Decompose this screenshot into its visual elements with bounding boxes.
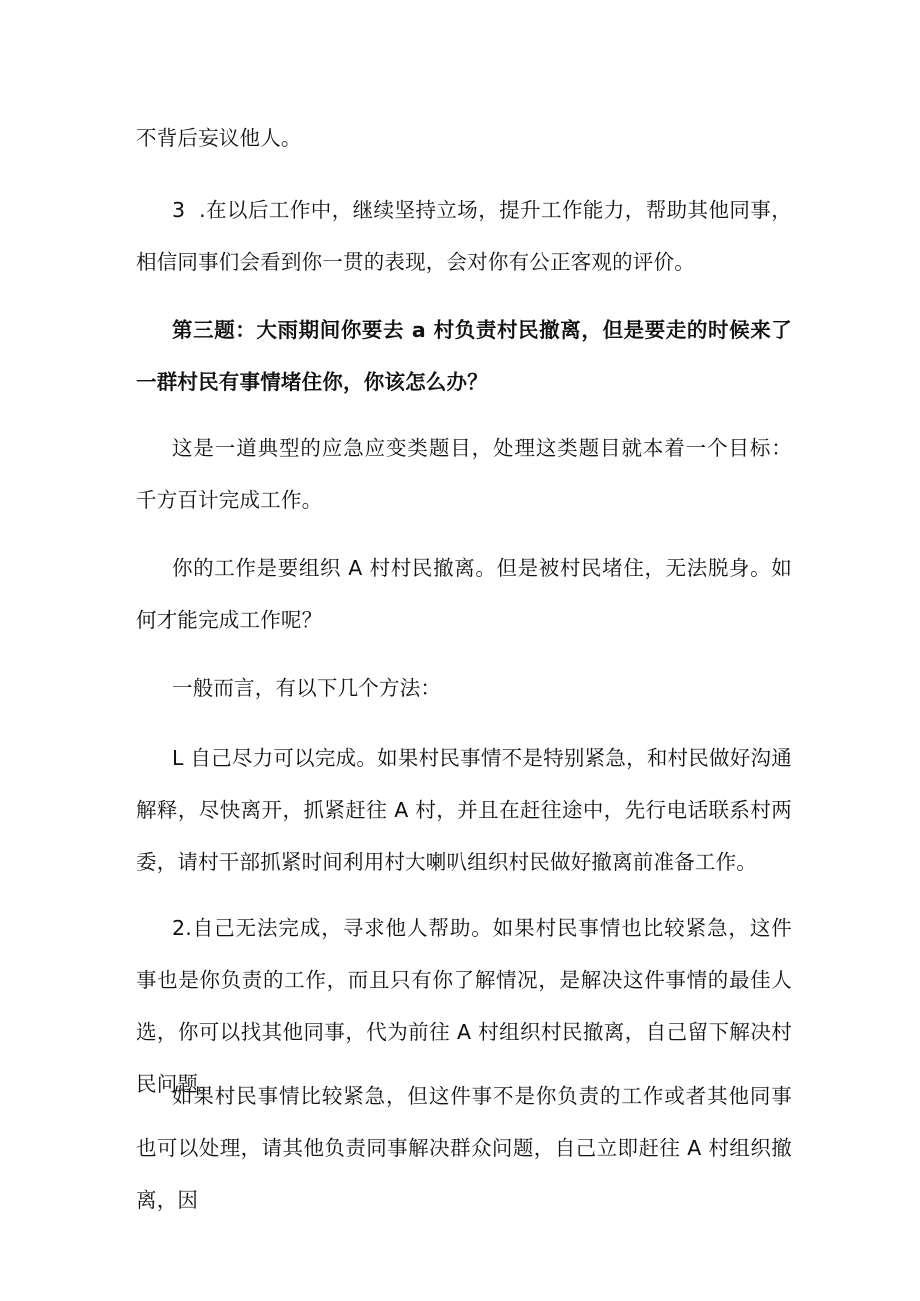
paragraph-method-2-alt: 如果村民事情比较紧急，但这件事不是你负责的工作或者其他同事也可以处理，请其他负责同事解决群众问题，自己立即赶往 A 村组织撤离，因 <box>136 1084 792 1212</box>
paragraph-continuation: 不背后妄议他人。 <box>136 126 302 150</box>
paragraph-method-1: L 自己尽力可以完成。如果村民事情不是特别紧急，和村民做好沟通解释，尽快离开，抓紧赶往 A 村，并且在赶往途中，先行电话联系村两委，请村干部抓紧时间利用村大喇叭组织村民做好撤离前准备工作。 <box>136 746 792 874</box>
paragraph-task-description: 你的工作是要组织 A 村村民撤离。但是被村民堵住，无法脱身。如何才能完成工作呢？ <box>136 556 792 632</box>
paragraph-question-type: 这是一道典型的应急应变类题目，处理这类题目就本着一个目标：千方百计完成工作。 <box>136 436 792 512</box>
paragraph-methods-intro: 一般而言，有以下几个方法： <box>172 676 442 700</box>
paragraph-method-2: 2.自己无法完成，寻求他人帮助。如果村民事情也比较紧急，这件事也是你负责的工作，而且只有你了解情况，是解决这件事情的最佳人选，你可以找其他同事，代为前往 A 村组织村民撤离，自己留下解决村民问题。 <box>136 916 792 1096</box>
question-3-heading: 第三题：大雨期间你要去 a 村负责村民撤离，但是要走的时候来了一群村民有事情堵住你，你该怎么办？ <box>136 318 792 394</box>
paragraph-point-3: 3 .在以后工作中，继续坚持立场，提升工作能力，帮助其他同事，相信同事们会看到你一贯的表现，会对你有公正客观的评价。 <box>136 198 792 274</box>
